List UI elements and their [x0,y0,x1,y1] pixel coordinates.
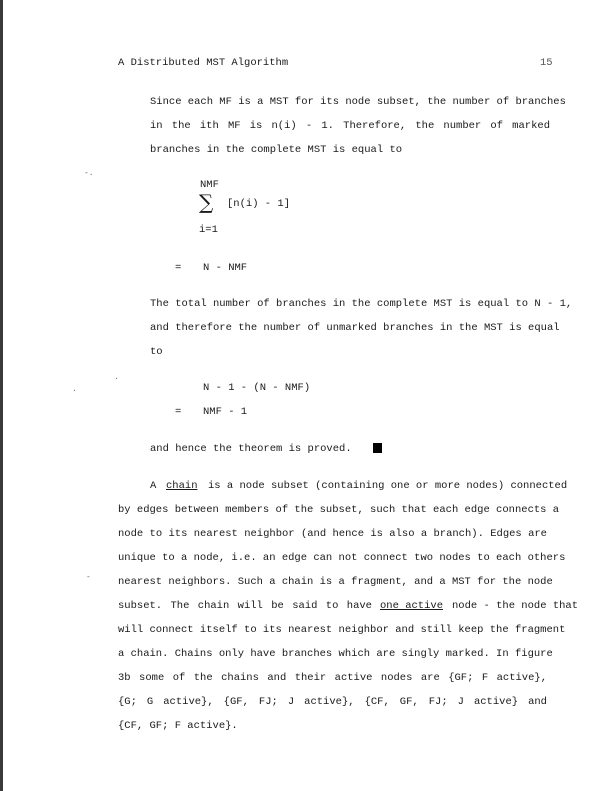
qed-square [373,443,382,453]
proof-line-5: and therefore the number of unmarked branches in the MST is equal [150,322,560,334]
chain-line-8: a chain. Chains only have branches which are singly marked. In figure [118,648,553,660]
chain-line-1-rest: is a node subset (containing one or more nodes) connected [208,480,568,492]
equation-2-result: NMF - 1 [203,406,248,418]
proof-line-2: in the ith MF is n(i) - 1. Therefore, the number of marked [150,120,550,132]
sum-lower-limit: i=1 [199,224,218,236]
proof-line-6: to [150,346,163,358]
summation-sign: ∑ [199,190,214,214]
running-header-title: A Distributed MST Algorithm [118,57,289,69]
chain-first-word: A [150,480,157,492]
sum-upper-limit: NMF [200,179,219,191]
scan-speck: -. [84,169,94,178]
chain-line-7: will connect itself to its nearest neighbor and still keep the fragment [118,624,566,636]
equation-1-sign: = [175,262,182,274]
proof-line-1: Since each MF is a MST for its node subset, the number of branches [150,96,566,108]
chain-line-10: {G; G active}, {GF, FJ; J active}, {CF, GF, FJ; J active} and [118,696,547,708]
chain-line-9: 3b some of the chains and their active nodes are {GF; F active}, [118,672,547,684]
chain-line-3: node to its nearest neighbor (and hence is also a branch). Edges are [118,528,547,540]
proof-line-3: branches in the complete MST is equal to [150,144,403,156]
scan-speck: - [86,573,91,582]
expression-2: N - 1 - (N - NMF) [203,382,311,394]
equation-1-result: N - NMF [203,262,248,274]
chain-line-11: {CF, GF; F active}. [118,720,238,732]
scan-speck: . [72,385,77,394]
chain-line-5: nearest neighbors. Such a chain is a fragment, and a MST for the node [118,576,553,588]
page-number: 15 [540,57,553,69]
sum-term: [n(i) - 1] [227,198,291,210]
chain-line-4: unique to a node, i.e. an edge can not connect two nodes to each others [118,552,566,564]
proof-conclusion: and hence the theorem is proved. [150,443,352,455]
term-one-active: one active [380,600,444,612]
scan-speck: . [114,373,119,382]
equation-2-sign: = [175,406,182,418]
chain-line-6-pre: subset. The chain will be said to have [118,600,372,612]
term-chain: chain [166,480,198,492]
chain-line-6-post: node - the node that [452,600,579,612]
proof-line-4: The total number of branches in the complete MST is equal to N - 1, [150,298,573,310]
scan-left-edge [0,0,3,791]
chain-line-2: by edges between members of the subset, such that each edge connects a [118,504,560,516]
